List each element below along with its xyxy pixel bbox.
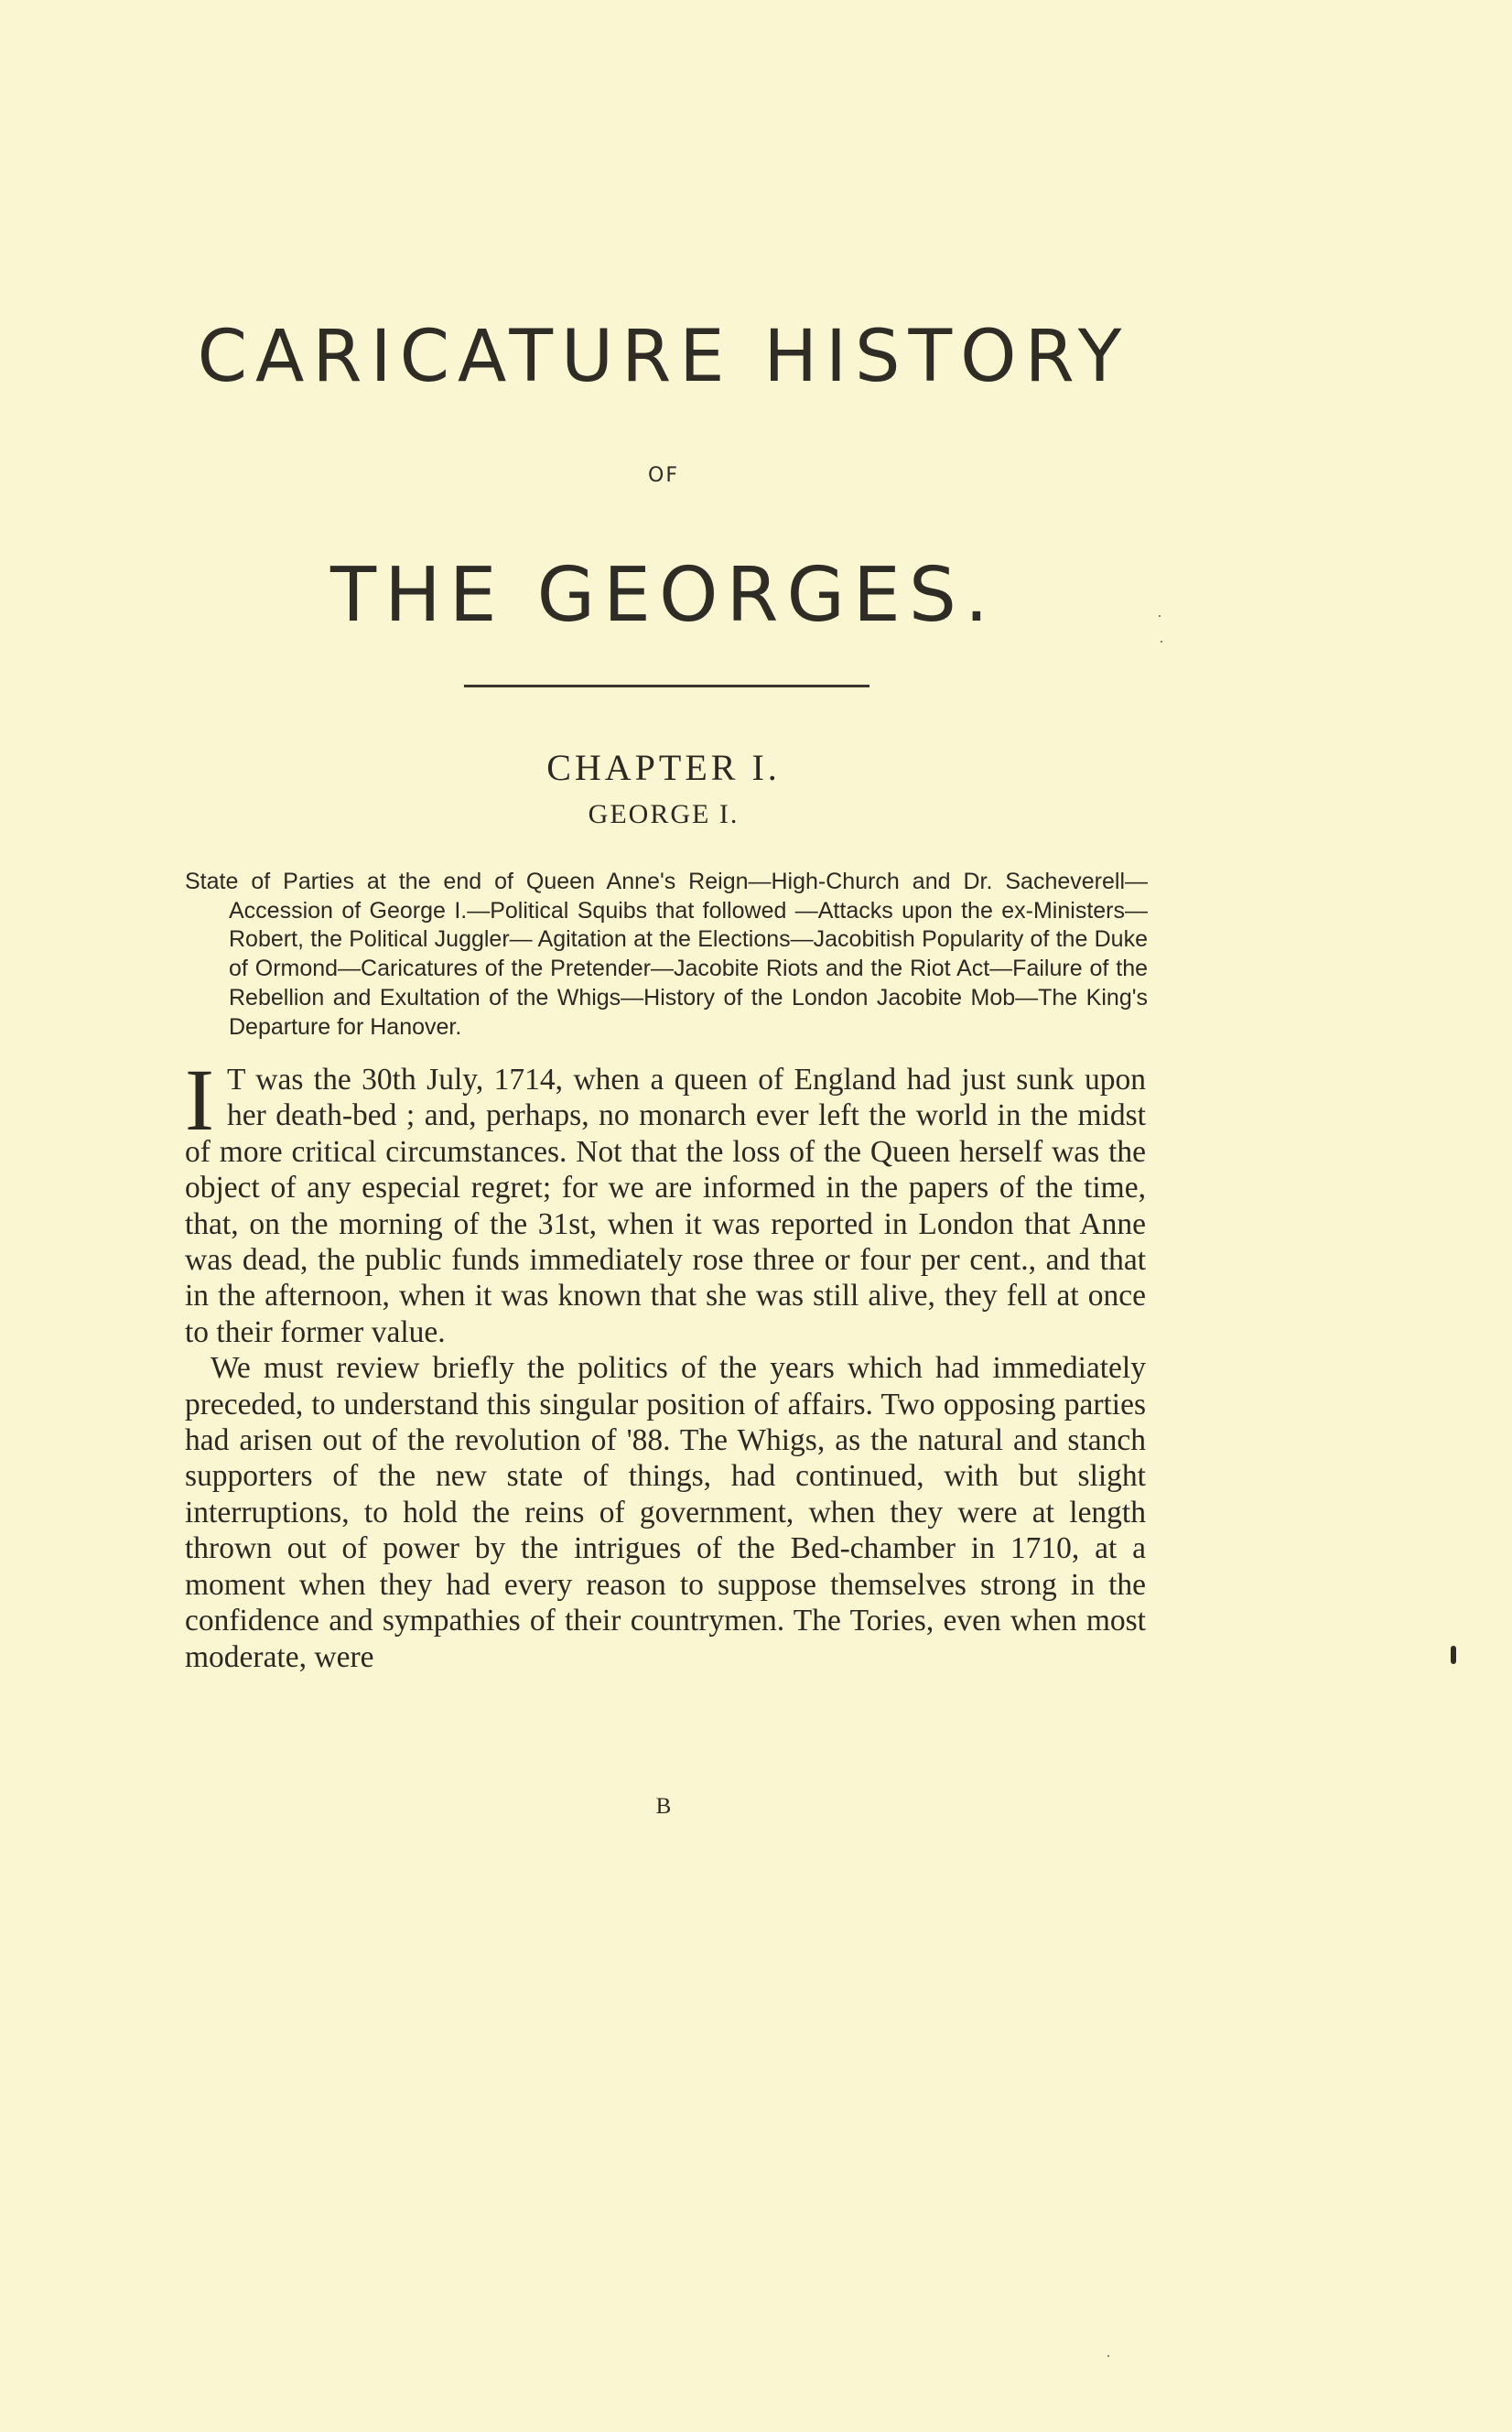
chapter-subheading: GEORGE I.: [588, 799, 740, 829]
book-title-of: OF: [648, 464, 679, 487]
paragraph-1-text: T was the 30th July, 1714, when a queen of England had just sunk upon her death-bed ; and, perhaps, no monarch ever left the world in the midst of more critical circumstances. Not that the loss of the Queen herself was the object of any especial regret; for we are informed in the papers of the time, that, on the morning of the 31st, when it was reported in London that Anne was dead, the public funds immediately rose three or four per cent., and that in the afternoon, when it was known that she was still alive, they fell at once to their former value.: [185, 1063, 1146, 1349]
margin-mark: [1451, 1646, 1456, 1664]
body-text: [185, 1051, 1146, 1675]
paragraph-1: [185, 1051, 1146, 1350]
chapter-summary: State of Parties at the end of Queen Anne's Reign—High-Church and Dr. Sacheverell—Accession of George I.—Political Squibs that followed —Attacks upon the ex-Ministers—Robert, the Political Juggler— Agitation at the Elections—Jacobitish Popularity of the Duke of Ormond—Caricatures of the Pretender—Jacobite Riots and the Riot Act—Failure of the Rebellion and Exultation of the Whigs—History of the London Jacobite Mob—The King's Departure for Hanover.: [185, 869, 1148, 1040]
edge-speck: [1161, 641, 1162, 643]
signature-mark: B: [655, 1794, 672, 1819]
book-title-line2: THE GEORGES.: [330, 552, 997, 639]
paragraph-2: We must review briefly the politics of the years which had immediately preceded, to understand this singular position of affairs. Two opposing parties had arisen out of the revolution of '88. The Whigs, as the natural and stanch supporters of the new state of things, had continued, with but slight interruptions, to hold the reins of government, when they were at length thrown out of power by the intrigues of the Bed-chamber in 1710, at a moment when they had every reason to suppose themselves strong in the confidence and sympathies of their countrymen. The Tories, even when most moderate, were: [185, 1351, 1146, 1674]
edge-speck: [1159, 615, 1161, 617]
chapter-heading: CHAPTER I.: [546, 747, 781, 788]
book-title-line1: CARICATURE HISTORY: [197, 316, 1130, 398]
title-divider: [464, 685, 869, 687]
edge-speck: [1107, 2355, 1109, 2357]
drop-cap: I: [185, 1051, 214, 1149]
